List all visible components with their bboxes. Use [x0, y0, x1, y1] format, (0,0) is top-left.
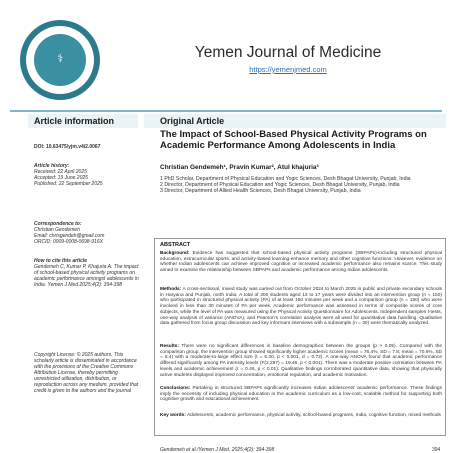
doi: DOI: 10.63475/yjm.v4i2.0067: [34, 144, 101, 150]
abstract-heading: ABSTRACT: [160, 242, 191, 248]
results-label: Results:: [160, 344, 179, 349]
abstract-methods: [160, 287, 442, 327]
orcid-link[interactable]: ORCID: 0009-0008-0698-916X: [34, 239, 103, 245]
keywords-label: Key words:: [160, 413, 186, 418]
journal-seal-icon: ⚕: [20, 20, 100, 100]
background-label: Background:: [160, 251, 190, 256]
affiliation-2: 2 Director, Department of Physical Education and Yogic Sciences, Desh Bhagat University, Punjab, India: [160, 182, 400, 189]
article-history: [34, 163, 140, 187]
history-label: Article history:: [34, 163, 70, 169]
correspondence-label: Correspondence to:: [34, 221, 82, 227]
section-title: Original Article: [160, 116, 225, 126]
received-date: Received: 22 April 2025: [34, 169, 87, 175]
correspondence-email[interactable]: Email: chrisgendeh@gmail.com: [34, 233, 105, 239]
abstract-results: [160, 344, 442, 378]
affiliation-3: 3 Director, Department of Allied Health Sciences, Desh Bhagat University, Punjab, India: [160, 188, 361, 195]
published-date: Published: 22 September 2025: [34, 181, 103, 187]
abstract-conclusions: [160, 386, 442, 403]
footer-citation: Gendemeh et al./Yemen J Med. 2025;4(2): 394-398: [160, 447, 275, 453]
cite-label: How to cite this article: [34, 258, 88, 264]
results-text: There were no significant differences in baseline demographics between the groups (p > 0.05). Compared with the comparison group, the intervention group showed significantly higher academic scores (mean = 76.4%, SD = 7.8; mean = 70.6%, SD = 8.4) with a moderate-to-large effect size (t = 6.30, p < 0.001, d = 0.72). A one-way ANOVA found that academic performance differed significantly among PA intensity levels (F(2,297) = 19.46, p < 0.001). There was a moderate positive correlation between PA levels and academic achievement (r = 0.46, p < 0.01). Qualitative findings corroborated quantitative data, showing that physically active students displayed improved concentration, emotional regulation, and academic motivation.: [160, 344, 442, 378]
header-divider: [10, 110, 442, 112]
methods-label: Methods:: [160, 287, 182, 292]
journal-header: [0, 0, 452, 104]
abstract-background: [160, 251, 442, 274]
correspondence-name: Christian Gendemeh: [34, 227, 80, 233]
conclusions-label: Conclusions:: [160, 386, 191, 391]
conclusions-text: Partaking in structured SBPAPs significantly increases Indian adolescents' academic performance. These findings imply the necessity of including physical education in the academic curriculum as a low-cost, scalable method for supporting both cognitive growth and educational achievement.: [160, 386, 442, 403]
how-to-cite: [34, 258, 140, 288]
correspondence: [34, 221, 140, 245]
affiliation-1: 1 PhD Scholar, Department of Physical Education and Yogic Sciences, Desh Bhagat University, Punjab, India: [160, 176, 411, 182]
abstract-keywords: [160, 413, 442, 419]
article-title: The Impact of School-Based Physical Activity Programs on Academic Performance Among Adolescents in India: [160, 129, 427, 151]
copyright-license: Copyright License: © 2025 authors. This scholarly article is disseminated in accordance with the provisions of the Creative Commons Attribution License, thereby permitting unrestricted utilization, distribution, or reproduction across any medium, provided that credit is given to the authors and the journal: [34, 352, 139, 394]
cite-text: Gendemeh C, Kumar P, Khajuria A. The impact of school-based physical activity programs on academic performance amongst adolescents in India. Yemen J Med.2025;4(2): 394-398: [34, 264, 139, 288]
journal-name: Yemen Journal of Medicine: [194, 44, 382, 61]
methods-text: A cross-sectional, mixed study was carried out from October 2024 to March 2025 in public and private secondary schools in Haryana and Punjab, north India. A total of 300 students aged 13 to 17 years were divided into an intervention group (n = 150) who participated in structured physical activity (PA) of at least 150 minutes per week and a comparison group (n = 150) who were involved in less than 30 minutes of PA per week. Academic performance was assessed in terms of composite scores of core subjects, while the level of PA was measured using the Physical Activity Questionnaire for Adolescents. Independent samples t-tests, one-way analysis of variance (ANOVA), and Pearson's correlation analysis were all used for quantitative data handling. Qualitative data gathered from focus group discussion and key informant interviews with a subsample (n = 30) were thematically analyzed.: [160, 287, 442, 327]
authors: Christian Gendemeh¹, Pravin Kumar², Atul khajuria³: [160, 164, 319, 171]
journal-url-link[interactable]: https://yemenjmed.com: [249, 65, 327, 74]
keywords-text: Adolescents, academic performance, physical activity, school-based programs, India, cognitive function, mixed methods: [186, 413, 441, 418]
affiliations: [160, 176, 442, 195]
page-number: 394: [432, 447, 441, 453]
background-text: Evidence has suggested that school-based physical activity programs (SBPAPs)-including structured physical education, extracurricular sports, and activity-based learning-enhance memory and other cognitive functions. However, evidence on whether Indian adolescents can achieve improved cognition or increased academic performance also remains scarce. This study aimed to examine the relationship between SBPAPs and academic performance among Indian adolescents.: [160, 251, 442, 274]
accepted-date: Accepted: 19 June 2025: [34, 175, 88, 181]
article-info-title: Article information: [34, 116, 115, 126]
